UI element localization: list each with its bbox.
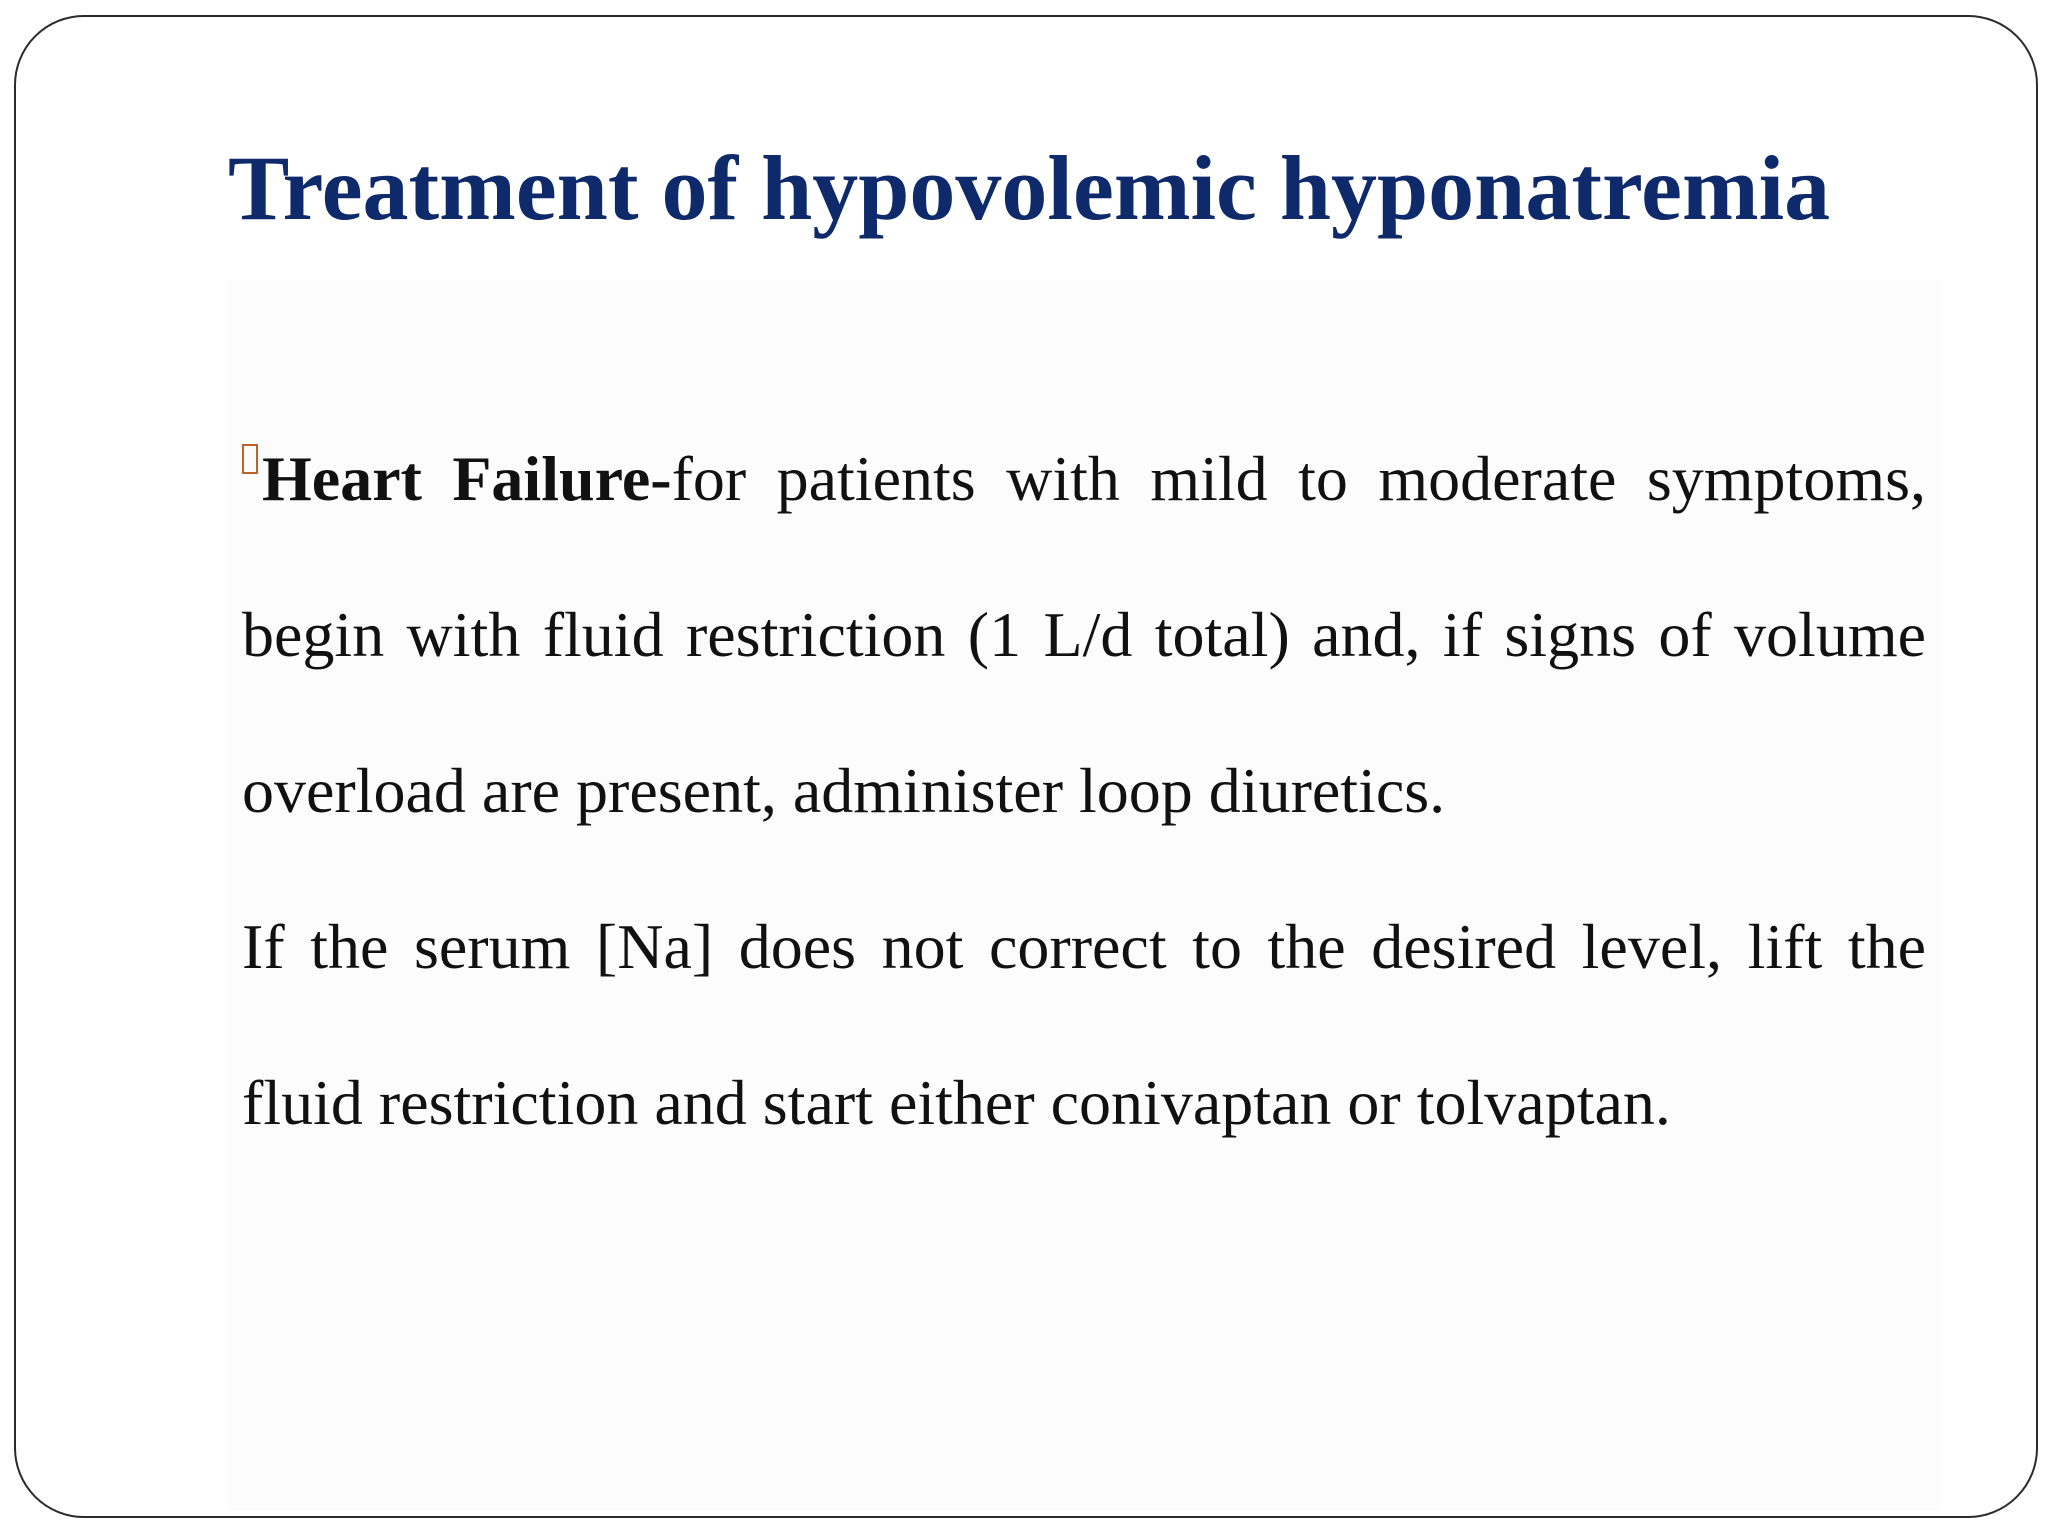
- bullet-term: Heart Failure-: [262, 443, 672, 514]
- slide-body: [242, 401, 1926, 1181]
- slide-title: Treatment of hypovolemic hyponatremia: [228, 137, 1831, 239]
- bullet-text: for patients with mild to moderate symptoms, begin with fluid restriction (1 L/d total) and, if signs of volume overload are present, administer loop diuretics.: [242, 443, 1927, 826]
- body-paragraph: If the serum [Na] does not correct to the desired level, lift the fluid restriction and start either conivaptan or tolvaptan.: [242, 911, 1926, 1138]
- bullet-icon: [242, 444, 258, 474]
- bullet-item: [242, 401, 1926, 869]
